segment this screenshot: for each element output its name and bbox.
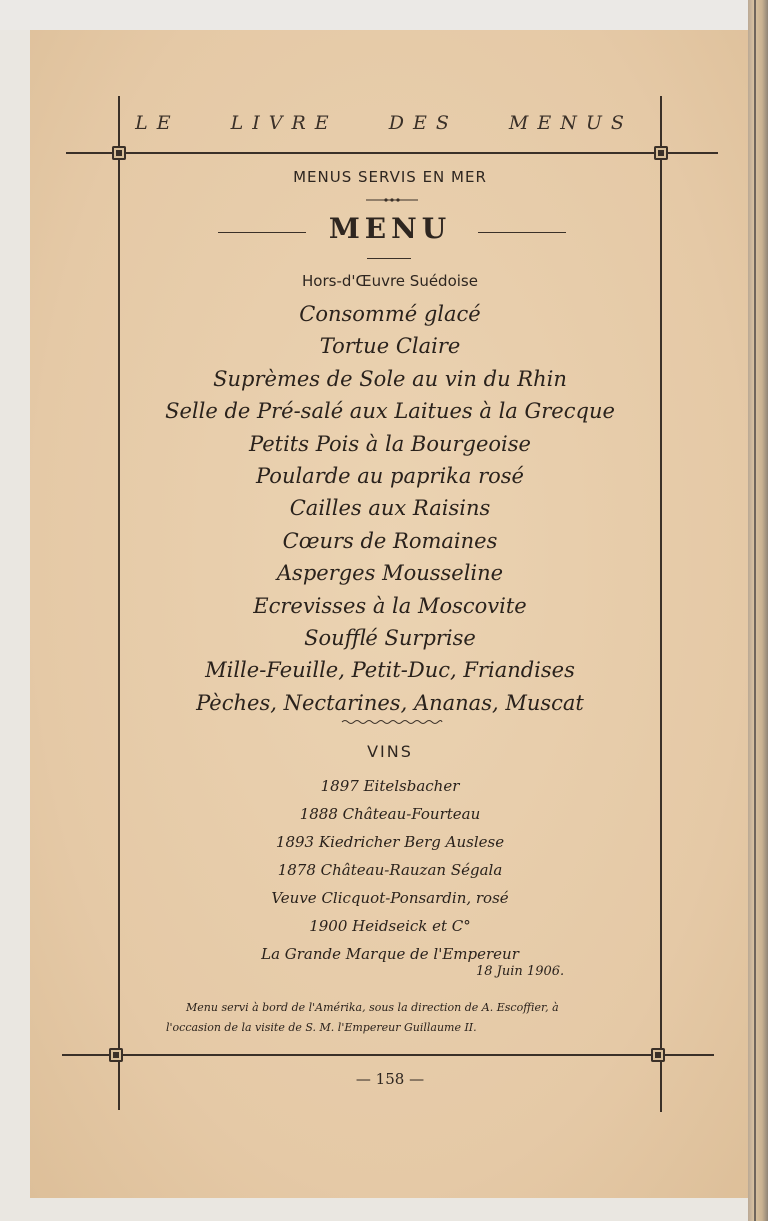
wine-item: 1897 Eitelsbacher (320, 777, 460, 795)
wines-title: VINS (367, 742, 413, 761)
menu-heading: MENU (328, 212, 452, 245)
dish-item: Pèches, Nectarines, Ananas, Muscat (196, 690, 584, 715)
corner-ornament-icon (109, 1048, 123, 1062)
dish-item: Ecrevisses à la Moscovite (253, 593, 527, 618)
running-head-word: MENUS (508, 112, 633, 134)
corner-ornament-icon (112, 146, 126, 160)
wine-list (120, 772, 660, 968)
running-head-word: DES (388, 112, 458, 134)
hors-doeuvre: Hors-d'Œuvre Suédoise (302, 272, 478, 290)
book-spine (748, 0, 768, 1221)
running-head (0, 112, 768, 134)
footnote (166, 998, 626, 1038)
dish-item: Cailles aux Raisins (289, 496, 491, 521)
menu-date: 18 Juin 1906. (476, 964, 565, 979)
corner-ornament-icon (654, 146, 668, 160)
dish-item: Consommé glacé (299, 302, 481, 326)
running-head-word: LIVRE (230, 112, 338, 134)
dish-item: Tortue Claire (319, 334, 461, 359)
running-head-word: LE (135, 112, 180, 134)
wine-item: 1888 Château-Fourteau (299, 805, 481, 823)
wine-item: 1878 Château-Rauzan Ségala (277, 861, 503, 879)
menu-underline (367, 258, 411, 259)
dish-list (120, 298, 660, 719)
wave-divider-icon (340, 718, 444, 726)
wine-item: 1893 Kiedricher Berg Auslese (275, 833, 505, 851)
page-number: — 158 — (355, 1070, 425, 1088)
section-title: MENUS SERVIS EN MER (293, 168, 487, 186)
dish-item: Asperges Mousseline (276, 561, 504, 586)
frame-top-rule (66, 152, 718, 154)
footnote-line: Menu servi à bord de l'Amérika, sous la direction de A. Escoffier, à (186, 1001, 559, 1014)
footnote-line: l'occasion de la visite de S. M. l'Empereur Guillaume II. (166, 1021, 477, 1034)
dish-item: Selle de Pré-salé aux Laitues à la Grecque (165, 399, 615, 424)
dish-item: Mille-Feuille, Petit-Duc, Friandises (205, 658, 575, 683)
dish-item: Petits Pois à la Bourgeoise (249, 431, 531, 456)
frame-bottom-rule (62, 1054, 714, 1056)
wine-item: 1900 Heidseick et C° (309, 917, 471, 935)
dish-item: Soufflé Surprise (304, 626, 476, 651)
dish-item: Cœurs de Romaines (282, 528, 498, 553)
scan-background (0, 0, 768, 30)
dish-item: Suprèmes de Sole au vin du Rhin (213, 366, 567, 391)
section-flourish-icon (364, 196, 420, 204)
wine-item: La Grande Marque de l'Empereur (261, 945, 519, 963)
wine-item: Veuve Clicquot-Ponsardin, rosé (271, 889, 509, 907)
spine-edge (754, 0, 756, 1221)
frame-right-rule (660, 96, 662, 1112)
dish-item: Poularde au paprika rosé (256, 464, 524, 489)
corner-ornament-icon (651, 1048, 665, 1062)
